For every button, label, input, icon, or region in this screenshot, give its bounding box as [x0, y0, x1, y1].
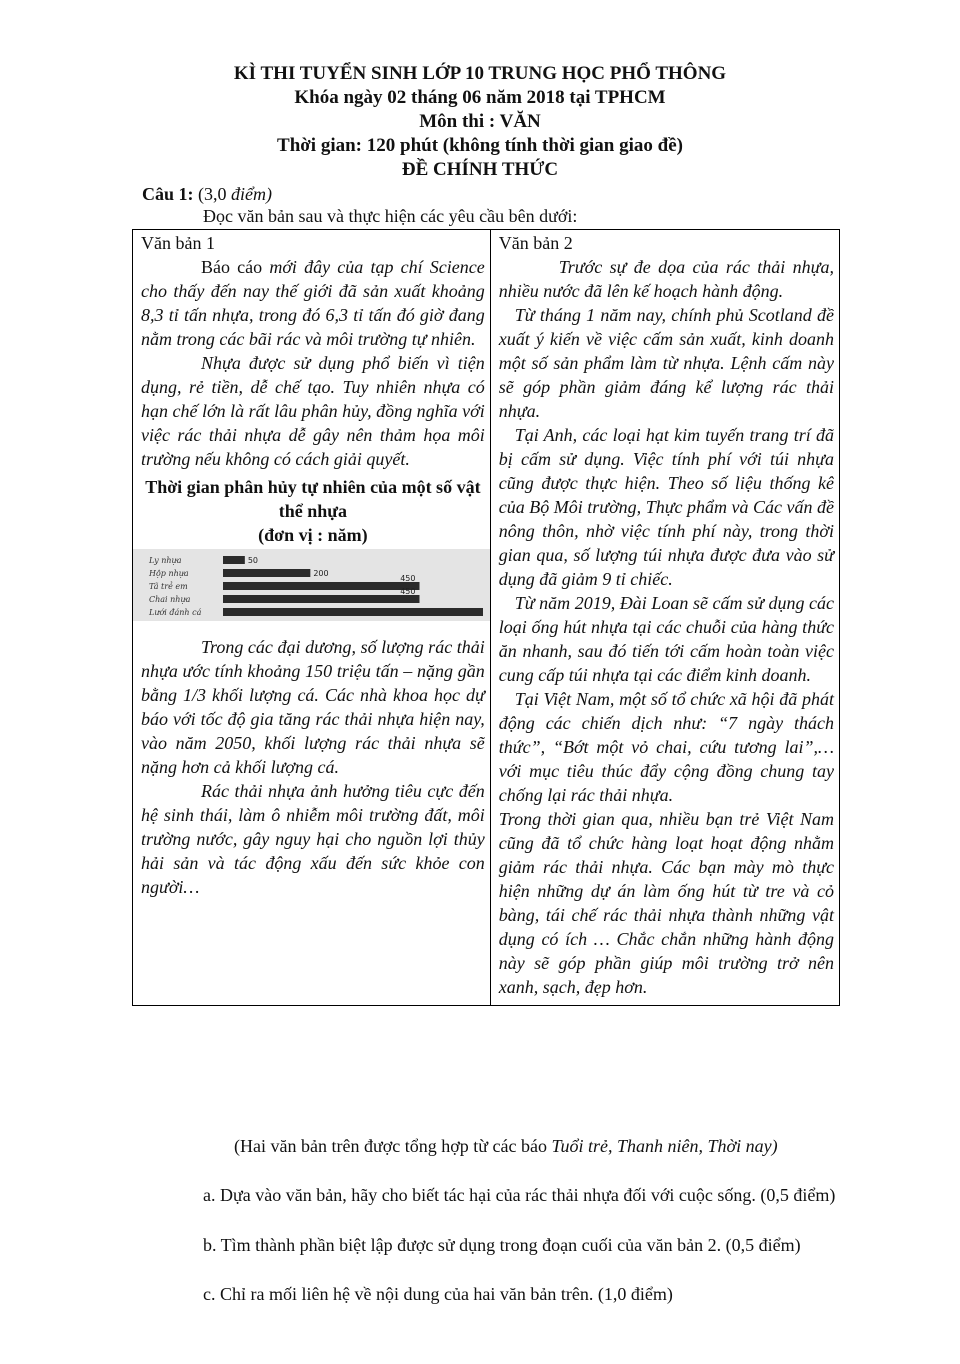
chart-bar: [223, 608, 483, 616]
chart-svg: [133, 549, 483, 621]
text-2-cell: [490, 230, 839, 1006]
text-2-paragraph-1: Trước sự đe dọa của rác thải nhựa, nhiều nước đã lên kế hoạch hành động.: [498, 257, 834, 301]
text-2-paragraph-4: Từ năm 2019, Đài Loan sẽ cấm sử dụng các loại ống hút nhựa tại các chuỗi của hàng thức ăn nhanh, sau đó tiến tới cấm hoàn toàn việc cung cấp túi nhựa tại các điểm kinh doanh.: [498, 593, 834, 685]
chart-category-label: Ly nhựa: [149, 556, 182, 565]
chart-value-label: 50: [247, 556, 259, 565]
question-b: b. Tìm thành phần biệt lập được sử dụng trong đoạn cuối của văn bản 2. (0,5 điểm): [203, 1235, 801, 1255]
text-2-paragraph-5: Tại Việt Nam, một số tổ chức xã hội đã phát động các chiến dịch như: “7 ngày thách thức”, “Bớt một vỏ chai, cứu tương lai”,… với mục tiêu thúc đẩy cộng đồng chung tay chống lại rác thải nhựa.: [498, 689, 834, 805]
text-1-paragraph-2: Nhựa được sử dụng phổ biến vì tiện dụng, rẻ tiền, dễ chế tạo. Tuy nhiên nhựa có hạn chế lớn là rất lâu phân hủy, đồng nghĩa với việc rác thải nhựa dễ gây nên thảm họa môi trường nếu không có cách giải quyết.: [141, 353, 485, 469]
question-1-label: Câu 1:: [142, 184, 194, 204]
chart-bar: [223, 569, 310, 577]
chart-category-label: Tã trẻ em: [149, 582, 188, 591]
chart-bar: [223, 556, 245, 564]
text-1-paragraph-1: Báo cáo mới đây của tạp chí Science cho thấy đến nay thế giới đã sản xuất khoảng 8,3 tỉ tấn nhựa, trong đó 6,3 tỉ tấn đó giờ đang nằm trong các bãi rác và môi trường tự nhiên.: [141, 257, 485, 349]
chart-category-label: Hộp nhựa: [149, 569, 189, 578]
question-1-points-word: điểm): [231, 184, 272, 204]
question-a: a. Dựa vào văn bản, hãy cho biết tác hại của rác thải nhựa đối với cuộc sống. (0,5 điểm): [203, 1185, 836, 1205]
decomposition-chart: [133, 549, 490, 621]
chart-value-label: 200: [313, 569, 329, 578]
text-2-paragraph-6: Trong thời gian qua, nhiều bạn trẻ Việt Nam cũng đã tổ chức hàng loạt hoạt động nhằm giảm rác thải nhựa. Các bạn mày mò thực hiện những dự án làm ống hút từ tre và cỏ bàng, tái chế rác thải nhựa thành những vật dụng có ích … Chắc chắn những hành động này sẽ góp phần giúp môi trường trở nên xanh, sạch, đẹp hơn.: [498, 809, 834, 997]
chart-title: Thời gian phân hủy tự nhiên của một số vật thể nhựa (đơn vị : năm): [145, 477, 481, 545]
question-c: c. Chỉ ra mối liên hệ về nội dung của hai văn bản trên. (1,0 điểm): [203, 1284, 673, 1304]
text-1-cell: [133, 230, 491, 1006]
text-1-paragraph-4: Rác thải nhựa ảnh hưởng tiêu cực đến hệ sinh thái, làm ô nhiễm môi trường đất, môi trường nước, gây nguy hại cho nguồn lợi thủy hải sản và tác động xấu đến sức khỏe con người…: [141, 781, 485, 897]
texts-table: [132, 229, 840, 1006]
text-1-title: Văn bản 1: [141, 233, 215, 253]
chart-bar: [223, 595, 420, 603]
chart-value-label: 450: [400, 587, 416, 596]
text-2-title: Văn bản 2: [498, 233, 573, 253]
question-1-points: (3,0: [193, 184, 232, 204]
exam-header: [0, 62, 960, 182]
chart-category-label: Lưới đánh cá: [149, 608, 202, 617]
question-1-instruction: Đọc văn bản sau và thực hiện các yêu cầu bên dưới:: [203, 206, 578, 226]
exam-date: Khóa ngày 02 tháng 06 năm 2018 tại TPHCM: [294, 87, 666, 108]
text-2-paragraph-3: Tại Anh, các loại hạt kim tuyến trang trí đã bị cấm sử dụng. Việc tính phí với túi nhựa cũng được thực hiện. Theo số liệu thống kê của Bộ Môi trường, Thực phẩm và Các vấn đề nông thôn, nhờ việc tính phí này, trong thời gian qua, số lượng túi nhựa được đưa vào sử dụng đã giảm 9 tỉ chiếc.: [498, 425, 834, 589]
exam-title: KÌ THI TUYỂN SINH LỚP 10 TRUNG HỌC PHỔ THÔNG: [233, 63, 727, 84]
source-caption: (Hai văn bản trên được tổng hợp từ các báo Tuổi trẻ, Thanh niên, Thời nay): [234, 1136, 778, 1156]
chart-category-label: Chai nhựa: [149, 595, 191, 604]
exam-subject: Môn thi : VĂN: [419, 111, 541, 132]
exam-official-label: ĐỀ CHÍNH THỨC: [401, 159, 559, 180]
chart-value-label: 450: [400, 574, 416, 583]
text-1-paragraph-3: Trong các đại dương, số lượng rác thải nhựa ước tính khoảng 150 triệu tấn – nặng gần bằng 1/3 khối lượng cá. Các nhà khoa học dự báo với tốc độ gia tăng rác thải nhựa hiện nay, vào năm 2050, khối lượng rác thải nhựa sẽ nặng hơn cả khối lượng cá.: [141, 637, 485, 777]
text-2-paragraph-2: Từ tháng 1 năm nay, chính phủ Scotland đề xuất ý kiến về việc cấm sản xuất, kinh doanh một số sản phẩm làm từ nhựa. Lệnh cấm này sẽ góp phần giảm đáng kể lượng rác thải nhựa.: [498, 305, 834, 421]
chart-bar: [223, 582, 420, 590]
exam-duration: Thời gian: 120 phút (không tính thời gian giao đề): [277, 135, 683, 156]
question-1-heading: [142, 184, 272, 205]
